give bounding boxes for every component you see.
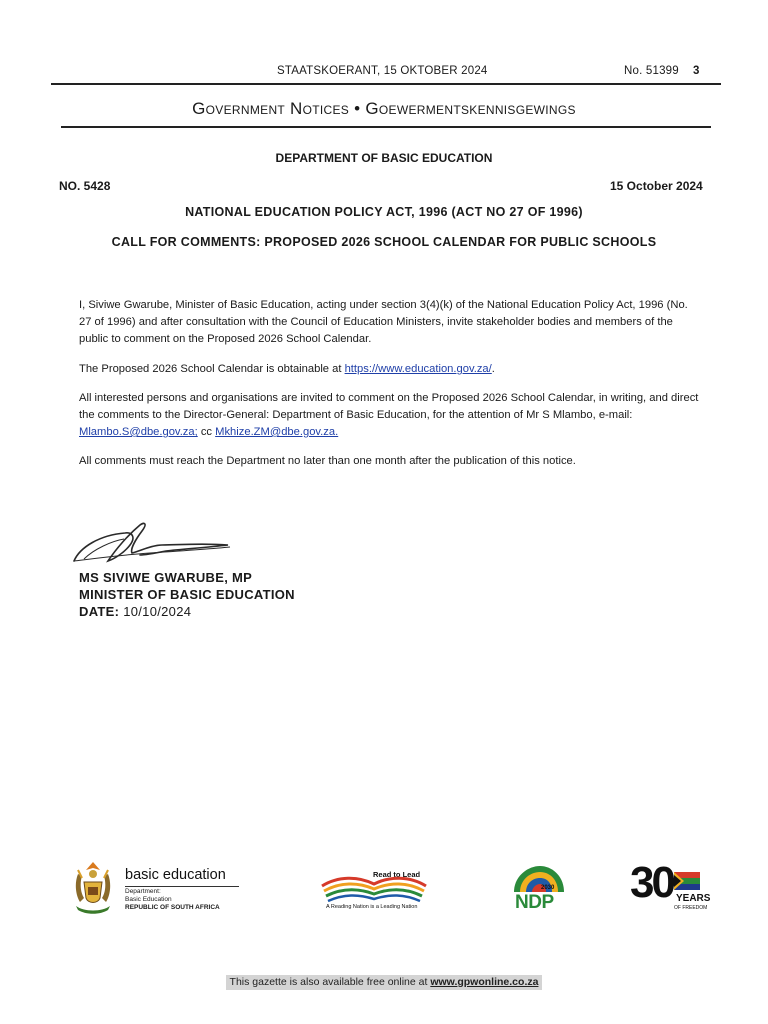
gazette-footer — [226, 975, 542, 990]
handwritten-signature — [70, 515, 235, 570]
minister-title: MINISTER OF BASIC EDUCATION — [79, 587, 295, 602]
paragraph-invitation: I, Siviwe Gwarube, Minister of Basic Education, acting under section 3(4)(k) of the National Education Policy Act, 1996 (No. 27 of 1996) and after consultation with the Council of Education Ministers, invite stakeholder bodies and members of the public to comment on the Proposed 2026 School Calendar. — [79, 299, 688, 345]
minister-name: MS SIVIWE GWARUBE, MP — [79, 570, 253, 585]
gazette-number: No. 51399 — [624, 65, 679, 77]
ndp-2030-logo — [510, 864, 568, 914]
mlambo-email-link[interactable]: Mlambo.S@dbe.gov.za; — [79, 426, 198, 438]
calendar-link-prefix: The Proposed 2026 School Calendar is obtainable at — [79, 363, 345, 375]
header-rule — [51, 83, 721, 85]
gazette-title: STAATSKOERANT, 15 OKTOBER 2024 — [277, 65, 488, 77]
thirty-years-logo — [630, 858, 711, 914]
act-title: NATIONAL EDUCATION POLICY ACT, 1996 (ACT NO 27 OF 1996) — [185, 205, 583, 219]
comments-text: All interested persons and organisations are invited to comment on the Proposed 2026 School Calendar, in writing, and direct the comments to the Director-General: Department of Basic Education, for the attention of Mr S Mlambo, e-mail: — [79, 392, 699, 421]
notice-date: 15 October 2024 — [610, 179, 703, 193]
notice-number: NO. 5428 — [59, 179, 111, 193]
open-book-icon — [318, 868, 430, 904]
thirty-number: 30 — [630, 858, 673, 907]
date-label: DATE: — [79, 604, 120, 619]
department-label: Department: — [125, 888, 161, 895]
calendar-link-suffix: . — [491, 363, 495, 375]
paragraph-comments — [79, 390, 699, 441]
coat-of-arms-icon — [70, 860, 116, 916]
sa-flag-icon — [674, 872, 700, 890]
signature-date — [79, 604, 191, 619]
ndp-year: 2030 — [541, 885, 555, 891]
years-word: YEARS — [676, 893, 711, 904]
republic-label: REPUBLIC OF SOUTH AFRICA — [125, 904, 220, 911]
department-name: Basic Education — [125, 896, 172, 903]
basic-education-title: basic education — [125, 867, 226, 883]
read-to-lead-title: Read to Lead — [373, 870, 421, 879]
gpwonline-link[interactable]: www.gpwonline.co.za — [430, 976, 539, 988]
read-to-lead-logo — [318, 862, 430, 914]
notices-banner: Government Notices • Goewermentskennisgewings — [192, 99, 576, 118]
basic-education-logo — [70, 858, 245, 918]
banner-rule — [61, 126, 711, 128]
paragraph-calendar-link — [79, 361, 699, 378]
date-value: 10/10/2024 — [123, 604, 192, 619]
ndp-text: NDP — [515, 892, 554, 913]
cc-text: cc — [197, 426, 216, 438]
footer-prefix: This gazette is also available free online at — [229, 976, 431, 988]
department-heading: DEPARTMENT OF BASIC EDUCATION — [275, 151, 493, 165]
paragraph-deadline: All comments must reach the Department no later than one month after the publication of this notice. — [79, 455, 576, 467]
read-to-lead-tagline: A Reading Nation is a Leading Nation — [326, 904, 418, 910]
page-number: 3 — [693, 65, 700, 77]
mkhize-email-link[interactable]: Mkhize.ZM@dbe.gov.za. — [215, 426, 339, 438]
of-freedom-text: OF FREEDOM — [674, 905, 708, 911]
education-website-link[interactable]: https://www.education.gov.za/ — [344, 363, 492, 375]
call-title: CALL FOR COMMENTS: PROPOSED 2026 SCHOOL CALENDAR FOR PUBLIC SCHOOLS — [111, 235, 657, 249]
logo-divider — [125, 886, 239, 887]
